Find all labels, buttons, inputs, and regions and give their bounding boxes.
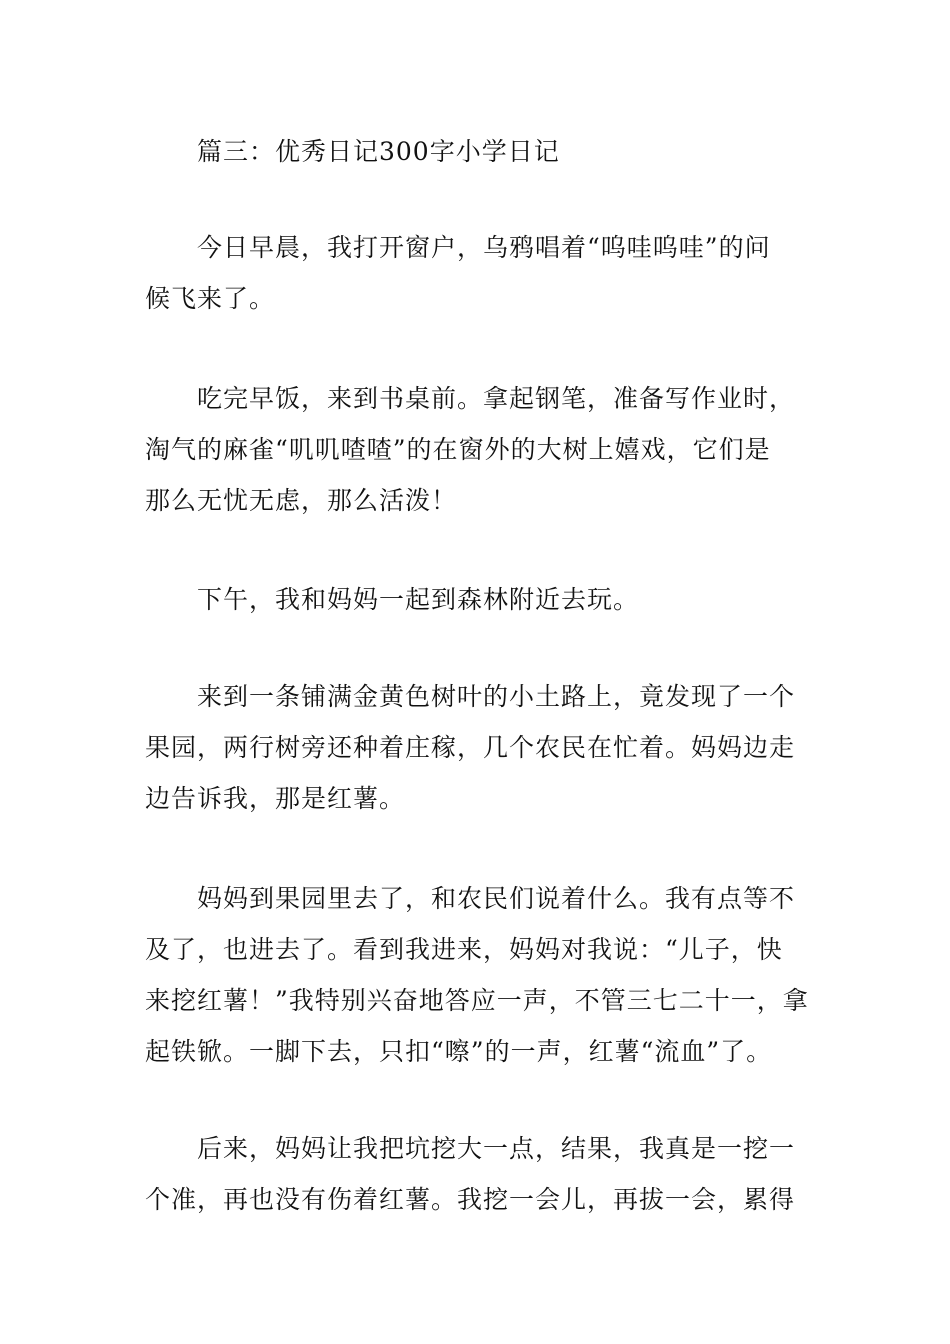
paragraph-4 [145, 671, 809, 824]
paragraph-line: 起铁锨。一脚下去，只扣“嚓”的一声，红薯“流血”了。 [145, 1037, 773, 1066]
paragraph-line: 候飞来了。 [145, 284, 276, 313]
paragraph-line: 个准，再也没有伤着红薯。我挖一会儿，再拔一会，累得 [145, 1185, 796, 1214]
title-text: 篇三：优秀日记300字小学日记 [197, 137, 560, 166]
paragraph-line: 淘气的麻雀“叽叽喳喳”的在窗外的大树上嬉戏，它们是 [145, 435, 771, 464]
paragraph-line: 吃完早饭，来到书桌前。拿起钢笔，准备写作业时， [197, 384, 796, 413]
paragraph-3 [145, 574, 809, 625]
page-title [145, 126, 809, 177]
paragraph-line: 来挖红薯！”我特别兴奋地答应一声，不管三七二十一，拿 [145, 986, 809, 1015]
paragraph-2 [145, 373, 809, 526]
paragraph-line: 今日早晨，我打开窗户，乌鸦唱着“呜哇呜哇”的问 [197, 233, 771, 262]
paragraph-line: 边告诉我，那是红薯。 [145, 784, 406, 813]
paragraph-line: 那么无忧无虑，那么活泼！ [145, 486, 458, 515]
paragraph-line: 果园，两行树旁还种着庄稼，几个农民在忙着。妈妈边走 [145, 733, 796, 762]
paragraph-5 [145, 873, 809, 1077]
paragraph-line: 来到一条铺满金黄色树叶的小土路上，竟发现了一个 [197, 682, 796, 711]
paragraph-line: 及了，也进去了。看到我进来，妈妈对我说：“儿子，快 [145, 935, 783, 964]
paragraph-6 [145, 1123, 809, 1225]
paragraph-line: 后来，妈妈让我把坑挖大一点，结果，我真是一挖一 [197, 1134, 796, 1163]
paragraph-line: 下午，我和妈妈一起到森林附近去玩。 [197, 585, 640, 614]
paragraph-line: 妈妈到果园里去了，和农民们说着什么。我有点等不 [197, 884, 796, 913]
paragraph-1 [145, 222, 809, 324]
